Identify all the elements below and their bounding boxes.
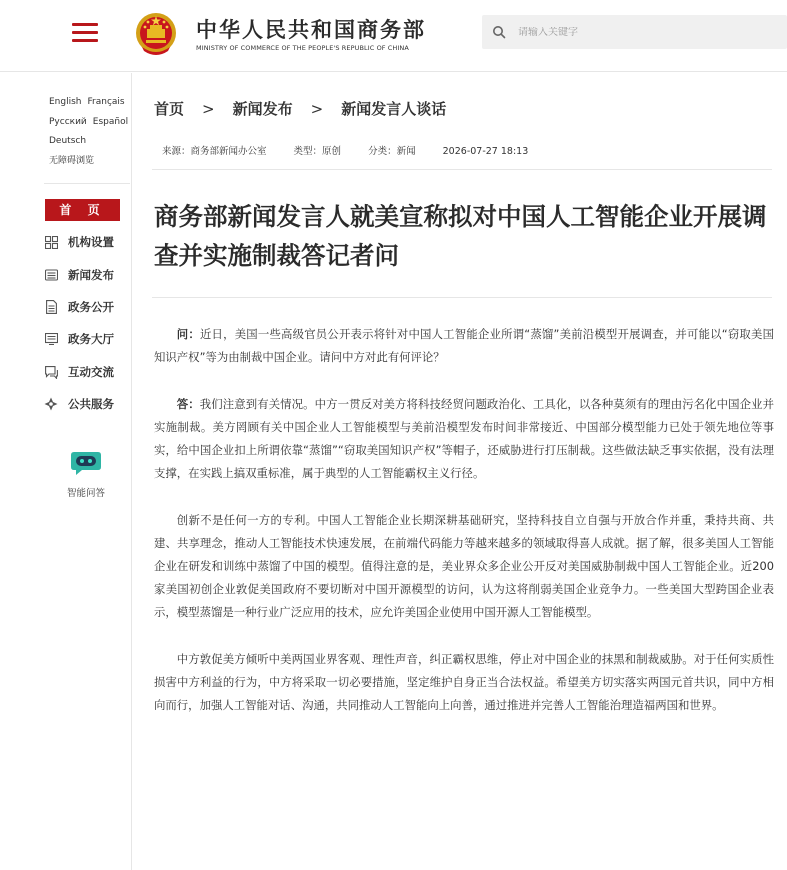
lang-spanish-link[interactable]: Español xyxy=(92,116,129,127)
breadcrumb-separator: > xyxy=(202,99,215,118)
document-icon xyxy=(44,300,58,314)
home-button[interactable]: 首 页 xyxy=(45,199,120,221)
service-icon xyxy=(44,397,58,411)
robot-chat-icon xyxy=(70,450,102,476)
sidebar-item-label: 政务大厅 xyxy=(68,332,114,346)
language-links xyxy=(49,93,129,171)
site-subtitle-en: MINISTRY OF COMMERCE OF THE PEOPLE'S REPUBLIC OF CHINA xyxy=(196,44,409,52)
question-label: 问： xyxy=(176,327,200,341)
search-input[interactable] xyxy=(518,27,758,38)
sidebar xyxy=(0,73,132,870)
sidebar-item-label: 互动交流 xyxy=(68,365,114,379)
meta-divider xyxy=(152,169,772,170)
breadcrumb-news[interactable]: 新闻发布 xyxy=(232,100,293,118)
article-body xyxy=(154,323,774,741)
meta-type: 类型：原创 xyxy=(293,146,342,157)
sidebar-item-label: 政务公开 xyxy=(68,300,114,314)
lang-german-link[interactable]: Deutsch xyxy=(49,136,87,146)
article-meta xyxy=(162,143,552,157)
smart-qa-label: 智能问答 xyxy=(66,488,105,499)
news-icon xyxy=(44,268,58,282)
breadcrumb-spokesperson[interactable]: 新闻发言人谈话 xyxy=(341,100,447,118)
sidebar-item-label: 机构设置 xyxy=(68,235,114,249)
menu-icon[interactable] xyxy=(72,23,98,43)
question-text: 近日，美国一些高级官员公开表示将针对中国人工智能企业所谓“蒸馏”美前沿模型开展调查，并可能以“窃取美国知识产权”等为由制裁中国企业。请问中方对此有何评论？ xyxy=(154,327,774,365)
meta-category: 分类：新闻 xyxy=(368,146,416,157)
search-bar xyxy=(482,15,787,49)
sidebar-item-org[interactable] xyxy=(44,232,114,252)
site-header xyxy=(0,0,787,72)
breadcrumb-separator: > xyxy=(310,99,324,118)
breadcrumb-home[interactable]: 首页 xyxy=(154,100,185,118)
meta-datetime: 2026-07-27 18:13 xyxy=(442,146,529,157)
sidebar-divider xyxy=(44,183,130,184)
answer-label: 答： xyxy=(176,396,200,411)
lang-russian-link[interactable]: Русский xyxy=(49,116,87,127)
sidebar-item-gov-affairs[interactable] xyxy=(44,297,114,317)
article-title: 商务部新闻发言人就美宣称拟对中国人工智能企业开展调查并实施制裁答记者问 xyxy=(154,202,767,270)
chat-icon xyxy=(44,365,58,379)
article-paragraph: 中方敦促美方倾听中美两国业界客观、理性声音，纠正霸权思维，停止对中国企业的抹黑和制裁威胁。对于任何实质性损害中方利益的行为，中方将采取一切必要措施，坚定维护自身正当合法权益。希望美方切实落实两国元首共识，同中方相向而行，加强人工智能对话、沟通，共同推动人工智能向上向善，通过推进并完善人工智能治理造福两国和世界。 xyxy=(154,651,774,713)
sidebar-item-interaction[interactable] xyxy=(44,362,114,382)
breadcrumb xyxy=(154,98,446,119)
lang-english-link[interactable]: English xyxy=(49,97,82,107)
national-emblem-icon[interactable] xyxy=(134,11,178,57)
meta-source: 来源：商务部新闻办公室 xyxy=(162,146,267,157)
sidebar-item-public-service[interactable] xyxy=(44,394,114,414)
smart-qa-button[interactable] xyxy=(64,450,108,499)
sidebar-item-hall[interactable] xyxy=(44,329,114,349)
lang-french-link[interactable]: Français xyxy=(87,97,125,107)
site-title[interactable]: 中华人民共和国商务部 xyxy=(196,18,426,42)
search-icon[interactable] xyxy=(492,25,506,39)
answer-text: 我们注意到有关情况。中方一贯反对美方将科技经贸问题政治化、工具化，以各种莫须有的理由污名化中国企业并实施制裁。美方罔顾有关中国企业人工智能模型与美前沿模型发布时间非常接近、中国部分模型能力已处于领先地位等事实，给中国企业扣上所谓依靠“蒸馏”“窃取美国知识产权”等帽子，还威胁进行打压制裁。这些做法缺乏事实依据，没有法理支撑，在实践上搞双重标准，属于典型的人工智能霸权主义行径。 xyxy=(154,396,774,481)
accessibility-link[interactable]: 无障碍浏览 xyxy=(49,155,95,166)
answer-paragraph xyxy=(154,393,774,486)
sidebar-item-news[interactable] xyxy=(44,265,114,285)
article-paragraph: 创新不是任何一方的专利。中国人工智能企业长期深耕基础研究，坚持科技自立自强与开放合作并重，秉持共商、共建、共享理念，推动人工智能技术快速发展，在前端代码能力等越来越多的领域取得喜人成就。据了解，很多美国人工智能企业在研发和训练中蒸馏了中国的模型。值得注意的是，美业界众多企业公开反对美国威胁制裁中国人工智能企业。近200家美国初创企业敦促美国政府不要切断对中国开源模型的访问，认为这将削弱美国企业竞争力。一些美国大型跨国企业表示，模型蒸馏是一种行业广泛应用的技术，应允许美国企业使用中国开源人工智能模型。 xyxy=(154,512,774,620)
sidebar-item-label: 公共服务 xyxy=(68,397,114,411)
question-paragraph xyxy=(154,323,774,369)
title-divider xyxy=(152,297,772,298)
hall-icon xyxy=(44,332,58,346)
org-grid-icon xyxy=(44,235,58,249)
sidebar-item-label: 新闻发布 xyxy=(68,268,114,282)
